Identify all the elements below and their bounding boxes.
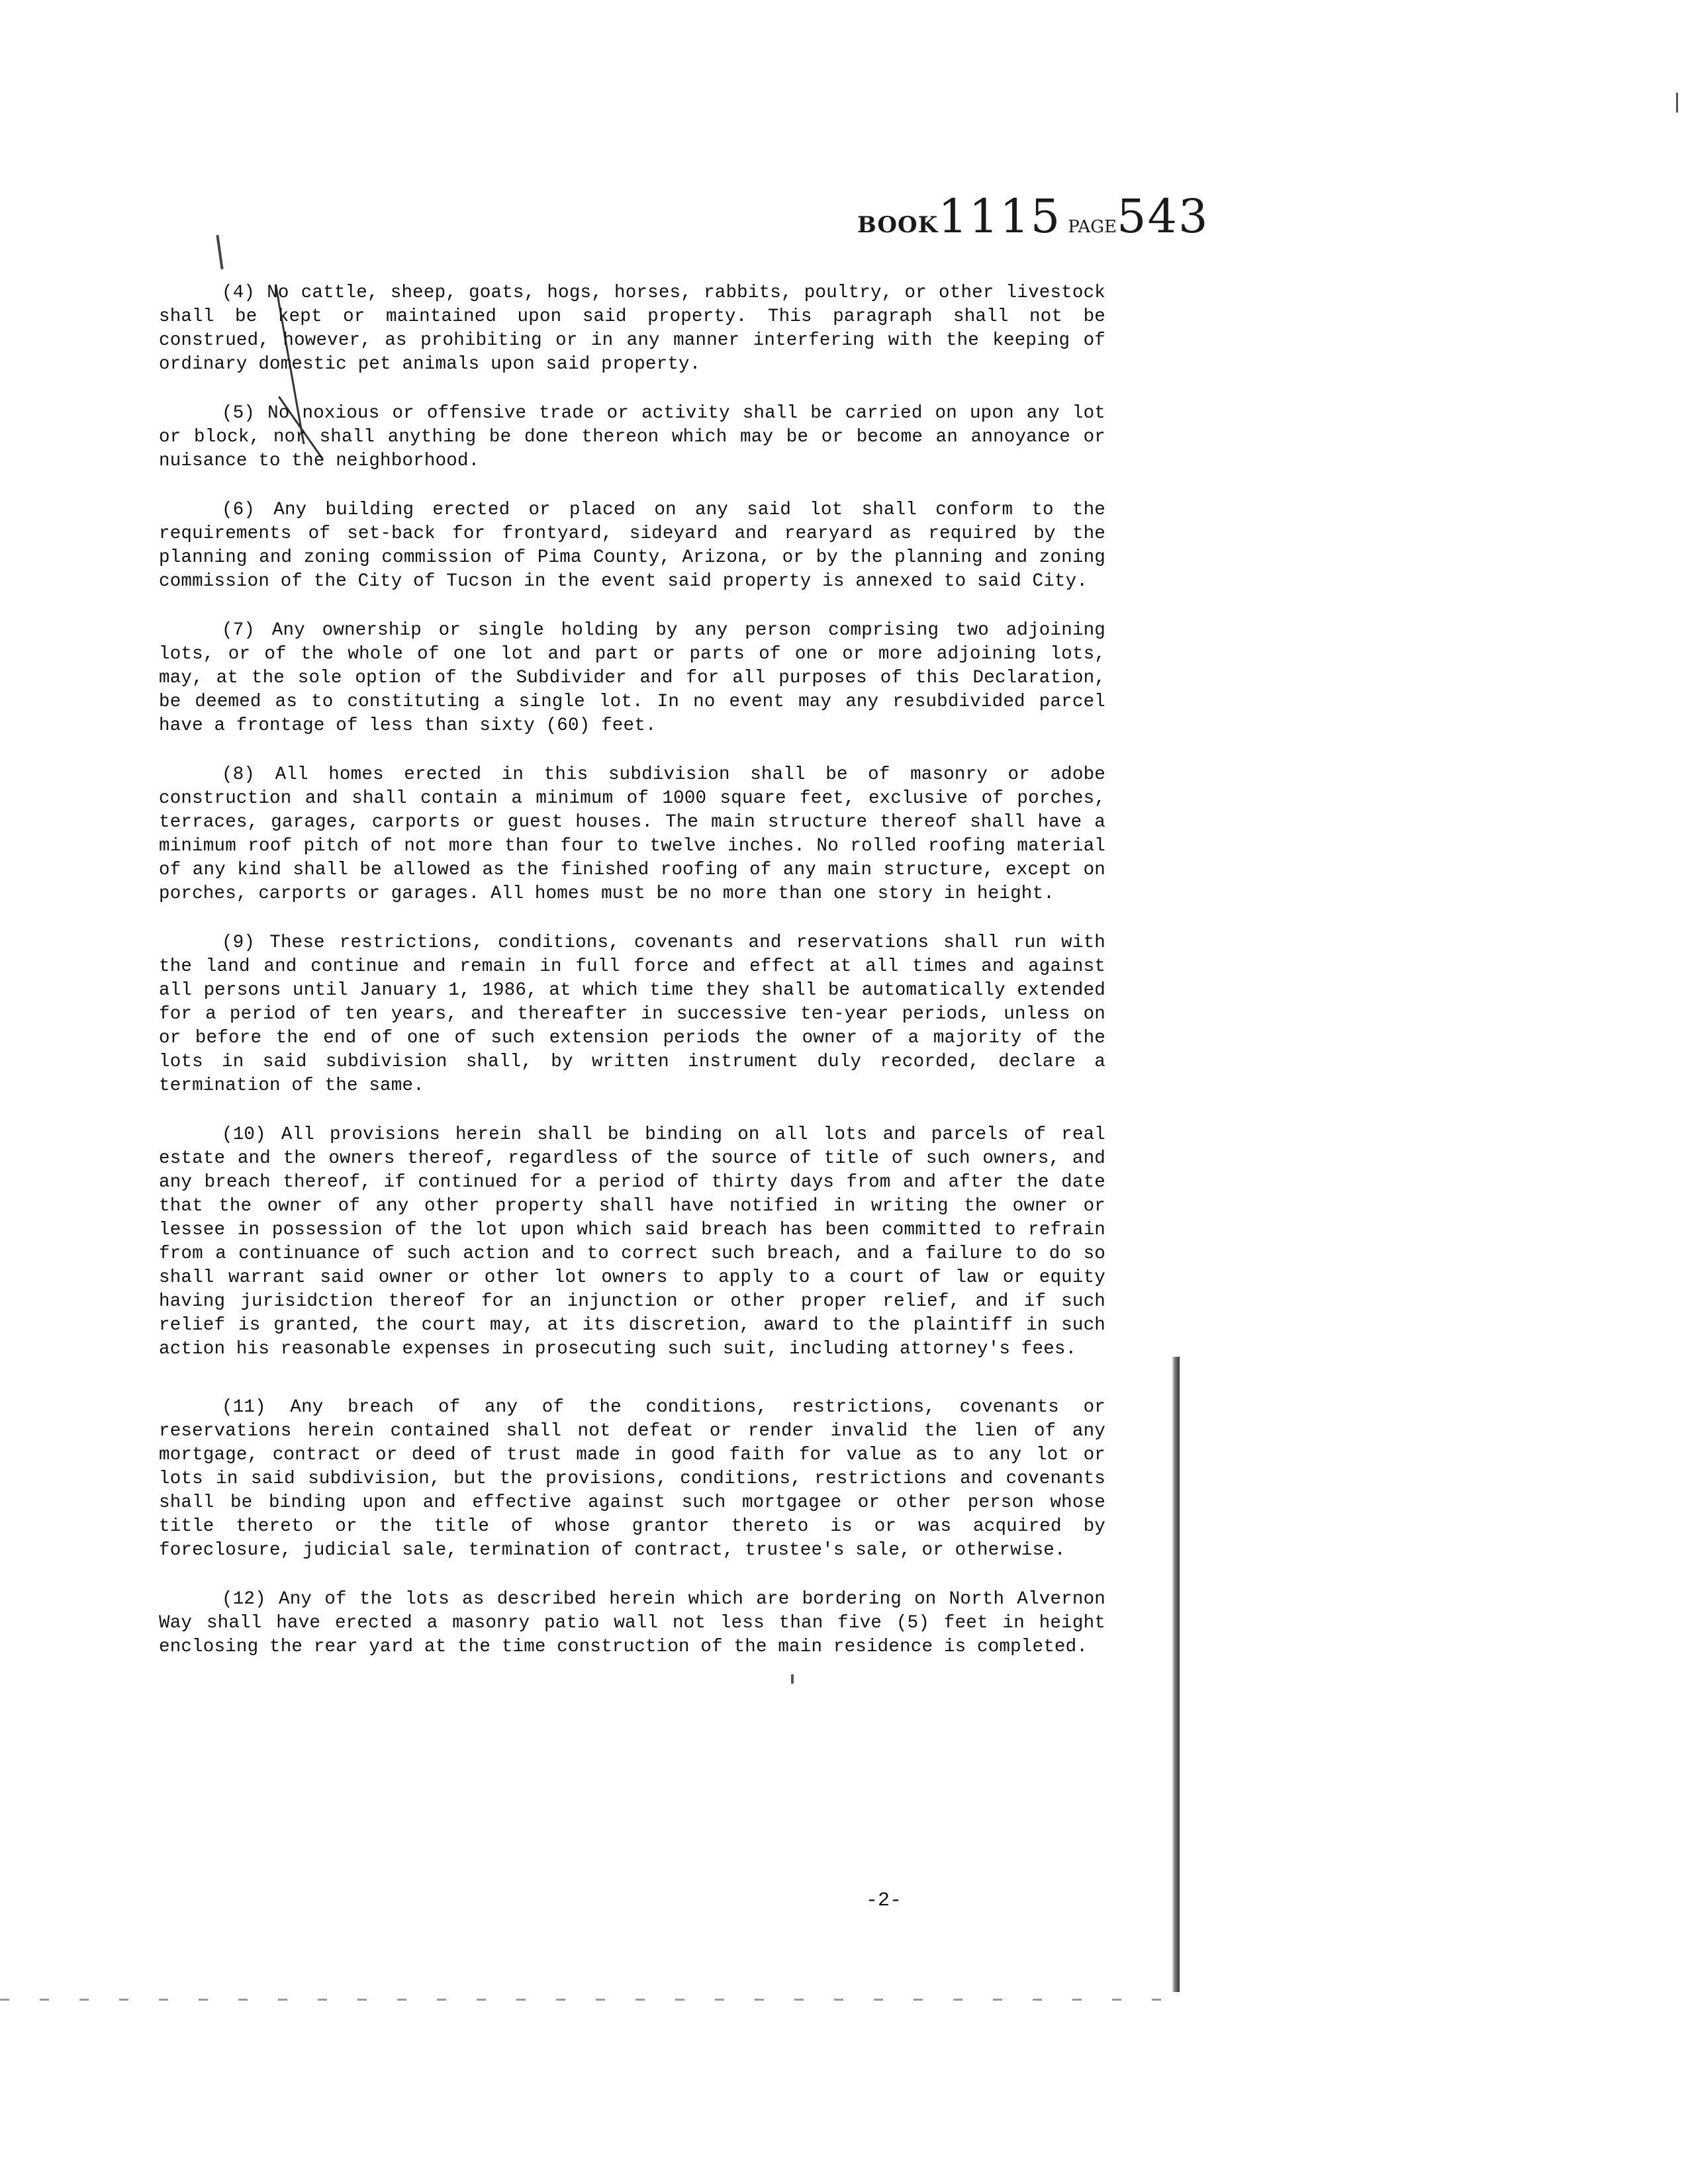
paragraph-11: (11) Any breach of any of the conditions, restrictions, covenants or reservations herein contained shall not defeat or render invalid the lien of any mortgage, contract or deed of trust made in good faith for value as to any lot or lots in said subdivision, but the provisions, conditions, restrictions and covenants shall be binding upon and effective against such mortgagee or other person whose title thereto or the title of whose grantor thereto is or was acquired by foreclosure, judicial sale, termination of contract, trustee's sale, or otherwise. [159,1397,1105,1561]
handwritten-mark [216,235,223,269]
book-label: BOOK [857,212,939,238]
scan-edge-shadow [1172,1357,1180,1992]
paragraph-7: (7) Any ownership or single holding by any person comprising two adjoining lots, or of the whole of one lot and part or parts of one or more adjoining lots, may, at the sole option of the Subdivider and for all purposes of this Declaration, be deemed as to constituting a single lot. In no event may any resubdivided parcel have a frontage of less than sixty (60) feet. [159,620,1105,736]
paragraph-10: (10) All provisions herein shall be binding on all lots and parcels of real estate and the owners thereof, regardless of the source of title of such owners, and any breach thereof, if continued for a period of thirty days from and after the date that the owner of any other property shall have notified in writing the owner or lessee in possession of the lot upon which said breach has been committed to refrain from a continuance of such action and to correct such breach, and a failure to do so shall warrant said owner or other lot owners to apply to a court of law or equity having jurisidction thereof for an injunction or other proper relief, and if such relief is granted, the court may, at its discretion, award to the plaintiff in such action his reasonable expenses in prosecuting such suit, including attorney's fees. [159,1124,1105,1359]
paragraph-6: (6) Any building erected or placed on any said lot shall conform to the requirements of set-back for frontyard, sideyard and rearyard as required by the planning and zoning commission of Pima County, Arizona, or by the planning and zoning commission of the City of Tucson in the event said property is annexed to said City. [159,500,1105,592]
scan-corner-mark [1676,93,1678,113]
book-page-stamp [857,189,1209,244]
paragraph-4: (4) No cattle, sheep, goats, hogs, horses, rabbits, poultry, or other livestock shall be kept or maintained upon said property. This paragraph shall not be construed, however, as prohibiting or in any manner interfering with the keeping of ordinary domestic pet animals upon said property. [159,283,1105,375]
scan-speck [791,1674,794,1684]
paragraph-12: (12) Any of the lots as described herein which are bordering on North Alvernon Way shall have erected a masonry patio wall not less than five (5) feet in height enclosing the rear yard at the time construction of the main residence is completed. [159,1589,1105,1657]
paragraph-8: (8) All homes erected in this subdivision shall be of masonry or adobe construction and shall contain a minimum of 1000 square feet, exclusive of porches, terraces, garages, carports or guest houses. The main structure thereof shall have a minimum roof pitch of not more than four to twelve inches. No rolled roofing material of any kind shall be allowed as the finished roofing of any main structure, except on porches, carports or garages. All homes must be no more than one story in height. [159,764,1105,904]
page-footer-number: -2- [865,1889,902,1912]
document-body [159,281,1105,1684]
page-label: PAGE [1068,217,1117,237]
scan-bottom-edge [0,1999,1178,2001]
paragraph-5: (5) No noxious or offensive trade or activity shall be carried on upon any lot or block, nor shall anything be done thereon which may be or become an annoyance or nuisance to the neighborhood. [159,403,1105,471]
paragraph-9: (9) These restrictions, conditions, covenants and reservations shall run with the land and continue and remain in full force and effect at all times and against all persons until January 1, 1986, at which time they shall be automatically extended for a period of ten years, and thereafter in successive ten-year periods, unless on or before the end of one of such extension periods the owner of a majority of the lots in said subdivision shall, by written instrument duly recorded, declare a termination of the same. [159,933,1105,1096]
page-number: 543 [1116,189,1209,244]
book-number: 1115 [938,189,1062,244]
